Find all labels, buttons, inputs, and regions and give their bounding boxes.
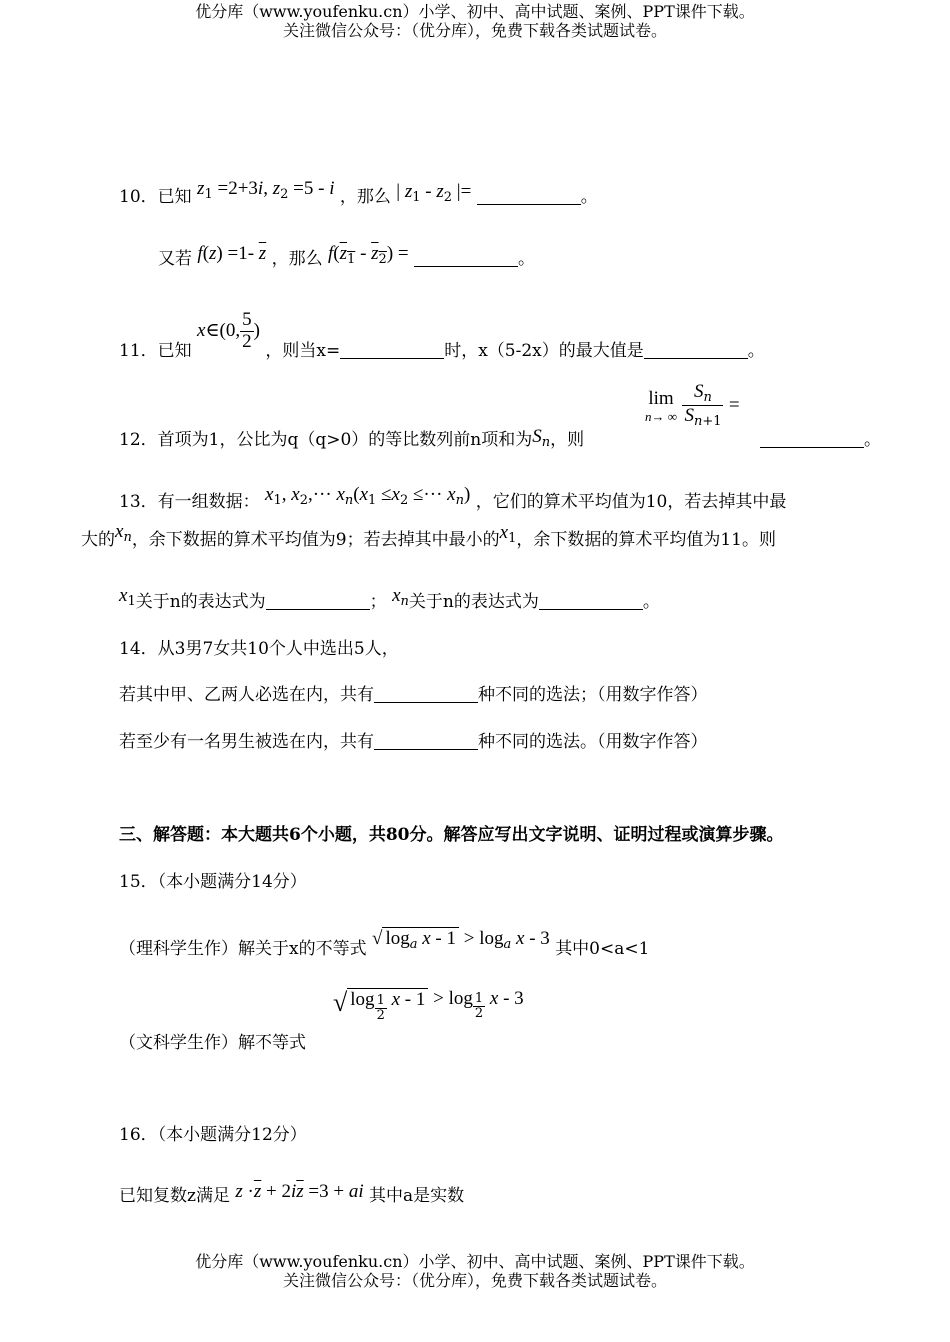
question-13-line2: 大的$x_n$，余下数据的算术平均值为9；若去掉其中最小的$x_1$，余下数据的算术平均值为11。则 <box>81 521 776 550</box>
page-header-line2: 关注微信公众号：（优分库），免费下载各类试题试卷。 <box>282 21 667 40</box>
q11-answer-blank-2[interactable] <box>644 357 748 359</box>
question-15-science: （理科学生作）解关于x的不等式 √ $\log_a x - 1 > \log_a x - 3$ 其中0<a<1 <box>119 928 650 959</box>
question-13-line3: $x_1$关于n的表达式为 ； $x_n$关于n的表达式为 。 <box>119 585 660 612</box>
q14-answer-blank-2[interactable] <box>374 748 478 750</box>
q13-answer-blank-1[interactable] <box>266 608 370 610</box>
q10-answer-blank-1[interactable] <box>477 203 581 205</box>
question-14-line2: 若其中甲、乙两人必选在内，共有 种不同的选法；（用数字作答） <box>119 685 708 705</box>
q10-formula-f: f(z) =1- $\overline{z}$ <box>197 243 267 264</box>
question-14-line3: 若至少有一名男生被选在内，共有 种不同的选法。（用数字作答） <box>119 732 708 752</box>
q10-answer-blank-2[interactable] <box>414 265 518 267</box>
q15-sci-formula: √ $\log_a x - 1 > \log_a x - 3$ <box>372 928 550 952</box>
q12-sn: $S_n$ <box>532 426 551 450</box>
q13-answer-blank-2[interactable] <box>539 608 643 610</box>
q15-art-formula: √ log $\frac{1}{2}$ x - 1 > log $\frac{1}{2}$ x - 3 <box>333 988 524 1023</box>
question-14-line1: 14．从3男7女共10个人中选出5人， <box>119 639 399 659</box>
question-15-arts: （文科学生作）解不等式 <box>119 1033 306 1053</box>
question-12: 12．首项为1，公比为q（q>0）的等比数列前n项和为$S_n$，则 <box>119 426 585 450</box>
question-16-body: 已知复数z满足 $z \cdot\overline{z} + 2i\overline{z} =3$ + ai 其中a是实数 <box>119 1181 465 1206</box>
q13-formula: $x_1$, $x_2,\cdot\cdot\cdot x_n(x_1 \le x_2$ ≤··· $x_n$) <box>265 484 471 508</box>
q12-answer-blank[interactable] <box>760 446 864 448</box>
page-footer-line1: 优分库（www.youfenku.cn）小学、初中、高中试题、案例、PPT课件下载。 <box>195 1252 755 1271</box>
page-footer-line2: 关注微信公众号：（优分库），免费下载各类试题试卷。 <box>282 1271 667 1290</box>
q11-formula: x∈(0, $\frac{5}{2}$ ) <box>197 309 260 352</box>
q10-label: 10．已知 <box>119 187 192 207</box>
q11-answer-blank-1[interactable] <box>340 357 444 359</box>
page-header-line1: 优分库（www.youfenku.cn）小学、初中、高中试题、案例、PPT课件下载。 <box>195 2 755 21</box>
question-13-line1: 13．有一组数据： $x_1$, $x_2,\cdot\cdot\cdot x_n(x_1 \le x_2$ ≤··· $x_n$) ，它们的算术平均值为10，若去掉其中最 <box>119 484 787 512</box>
question-16-head: 16．（本小题满分12分） <box>119 1125 307 1145</box>
q12-answer: 。 <box>760 425 881 450</box>
question-10-part2: 又若 f(z) =1- $\overline{z}$ ，那么 $f(z_1 - z_2)$ = 。 <box>158 243 536 269</box>
q10-formula: $z_1 =2+3i$, $z_2 =5 - i$ <box>197 178 335 202</box>
q10-formula-f2: $f(z_1 - z_2)$ = <box>328 243 409 267</box>
question-15-head: 15．（本小题满分14分） <box>119 872 307 892</box>
q14-answer-blank-1[interactable] <box>374 701 478 703</box>
q12-limit-formula: lim n→ ∞ $\frac{S_n}{S_{n+1}}$ = <box>645 381 740 430</box>
question-11: 11．已知 x∈(0, $\frac{5}{2}$ ) ，则当x= 时，x（5-2x）的最大值是 。 <box>119 309 765 361</box>
section-3-title: 三、解答题：本大题共6个小题，共80分。解答应写出文字说明、证明过程或演算步骤。 <box>119 825 784 845</box>
q16-formula: $z \cdot\overline{z} + 2i\overline{z} =3$ + ai <box>235 1181 364 1202</box>
q10-formula-abs: | $z_1 - z_2$ |= <box>396 181 472 205</box>
question-10: 10．已知 $z_1 =2+3i$, $z_2 =5 - i$ ，那么 | $z_1 - z_2$ |= 。 <box>119 178 598 207</box>
